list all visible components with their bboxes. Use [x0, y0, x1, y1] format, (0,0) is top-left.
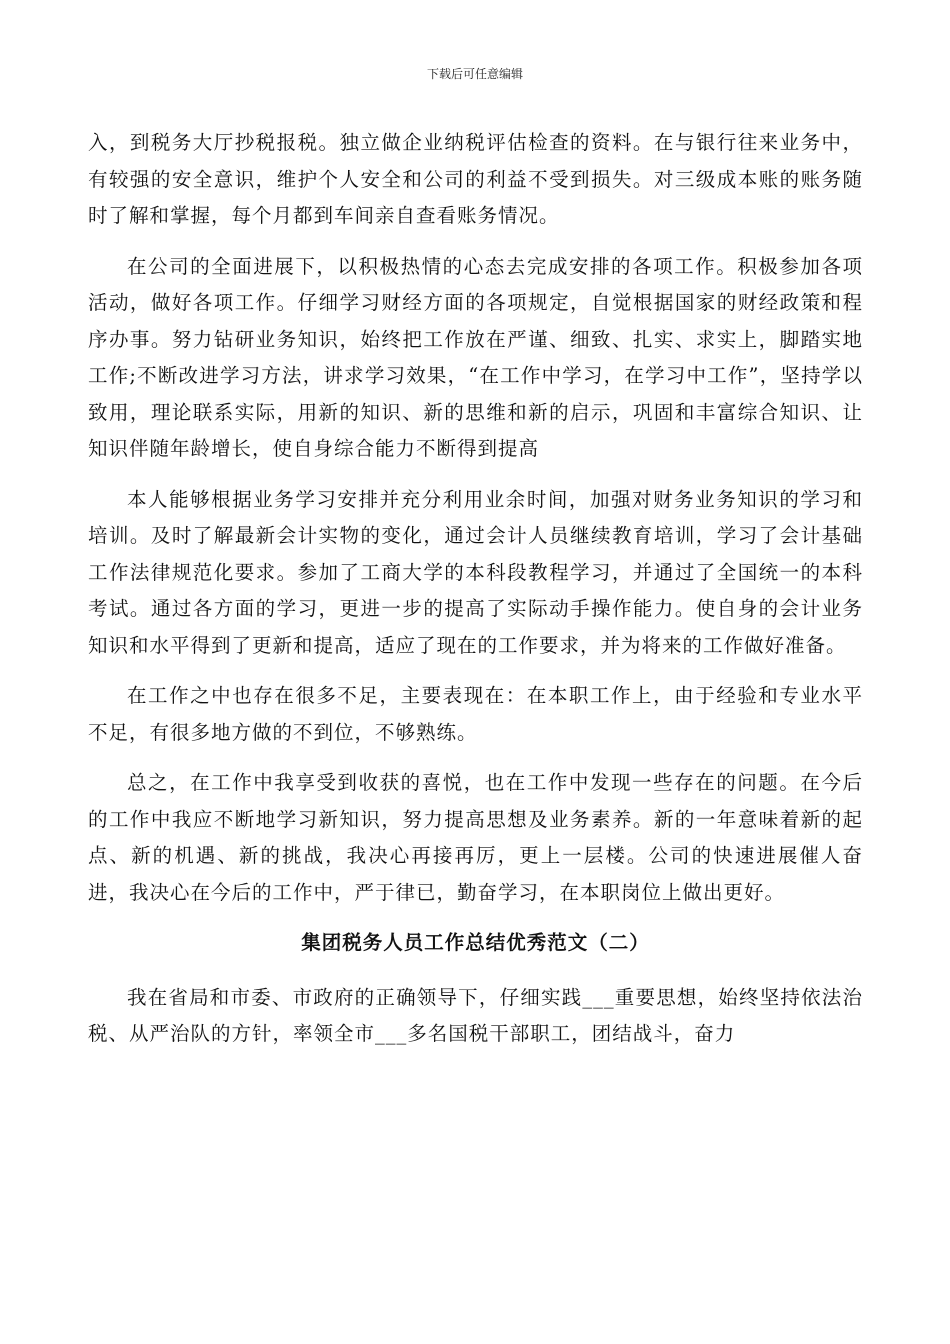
paragraph-5: 总之，在工作中我享受到收获的喜悦，也在工作中发现一些存在的问题。在今后的工作中我应不断地学习新知识，努力提高思想及业务素养。新的一年意味着新的起点、新的机遇、新的挑战，我决心再接再厉，更上一层楼。公司的快速进展催人奋进，我决心在今后的工作中，严于律已，勤奋学习，在本职岗位上做出更好。 — [88, 771, 863, 904]
paragraph-6: 我在省局和市委、市政府的正确领导下，仔细实践___重要思想，始终坚持依法治税、从严治队的方针，率领全市___多名国税干部职工，团结战斗，奋力 — [88, 985, 863, 1045]
paragraph-3: 本人能够根据业务学习安排并充分利用业余时间，加强对财务业务知识的学习和培训。及时了解最新会计实物的变化，通过会计人员继续教育培训，学习了会计基础工作法律规范化要求。参加了工商大学的本科段教程学习，并通过了全国统一的本科考试。通过各方面的学习，更进一步的提高了实际动手操作能力。使自身的会计业务知识和水平得到了更新和提高，适应了现在的工作要求，并为将来的工作做好准备。 — [88, 487, 863, 657]
paragraph-2: 在公司的全面进展下，以积极热情的心态去完成安排的各项工作。积极参加各项活动，做好各项工作。仔细学习财经方面的各项规定，自觉根据国家的财经政策和程序办事。努力钻研业务知识，始终把工作放在严谨、细致、扎实、求实上，脚踏实地工作;不断改进学习方法，讲求学习效果，“在工作中学习，在学习中工作”，坚持学以致用，理论联系实际，用新的知识、新的思维和新的启示，巩固和丰富综合知识、让知识伴随年龄增长，使自身综合能力不断得到提高 — [88, 254, 863, 460]
paragraph-1: 入，到税务大厅抄税报税。独立做企业纳税评估检查的资料。在与银行往来业务中，有较强的安全意识，维护个人安全和公司的利益不受到损失。对三级成本账的账务随时了解和掌握，每个月都到车间亲自查看账务情况。 — [88, 131, 863, 227]
paragraph-4: 在工作之中也存在很多不足，主要表现在：在本职工作上，由于经验和专业水平不足，有很多地方做的不到位，不够熟练。 — [88, 684, 863, 744]
page-header: 下载后可任意编辑 — [426, 67, 523, 81]
document-body — [88, 125, 863, 1067]
section-title: 集团税务人员工作总结优秀范文（二） — [301, 931, 650, 954]
